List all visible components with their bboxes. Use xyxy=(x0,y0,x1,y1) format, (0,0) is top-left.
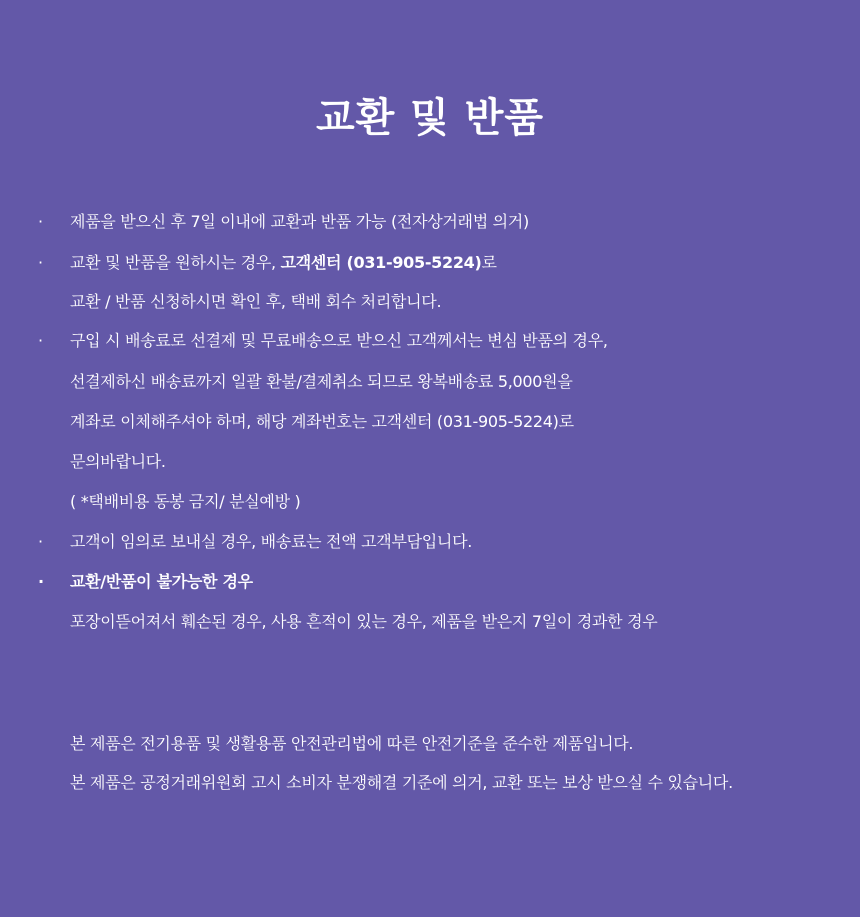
policy-line-6: 계좌로 이체해주셔야 하며, 해당 계좌번호는 고객센터 (031-905-5224)로 xyxy=(70,412,574,431)
non-returnable-heading: 교환/반품이 불가능한 경우 xyxy=(70,572,253,591)
policy-line-3: 교환 / 반품 신청하시면 확인 후, 택배 회수 처리합니다. xyxy=(70,292,442,311)
policy-line-2-suffix: 로 xyxy=(481,253,497,272)
policy-line-11: 포장이뜯어져서 훼손된 경우, 사용 흔적이 있는 경우, 제품을 받은지 7일이 경과한 경우 xyxy=(70,612,658,631)
bullet-marker: · xyxy=(38,572,45,591)
customer-center-phone: 고객센터 (031-905-5224) xyxy=(280,253,482,272)
policy-line-7: 문의바랍니다. xyxy=(70,452,166,471)
policy-line-5: 선결제하신 배송료까지 일괄 환불/결제취소 되므로 왕복배송료 5,000원을 xyxy=(70,372,573,391)
consumer-note: 본 제품은 공정거래위원회 고시 소비자 분쟁해결 기준에 의거, 교환 또는 보상 받으실 수 있습니다. xyxy=(70,773,733,792)
bullet-marker: · xyxy=(38,532,44,551)
bullet-marker: · xyxy=(38,331,44,350)
bullet-marker: · xyxy=(38,253,44,272)
policy-line-1: 제품을 받으신 후 7일 이내에 교환과 반품 가능 (전자상거래법 의거) xyxy=(70,212,529,231)
policy-line-8: ( *택배비용 동봉 금지/ 분실예방 ) xyxy=(70,492,301,511)
policy-line-9: 고객이 임의로 보내실 경우, 배송료는 전액 고객부담입니다. xyxy=(70,532,473,551)
policy-line-2-text: 교환 및 반품을 원하시는 경우, xyxy=(70,253,281,272)
policy-line-4: 구입 시 배송료로 선결제 및 무료배송으로 받으신 고객께서는 변심 반품의 경우, xyxy=(70,331,608,350)
bullet-marker: · xyxy=(38,212,44,231)
page-title: 교환 및 반품 xyxy=(315,95,545,141)
safety-note: 본 제품은 전기용품 및 생활용품 안전관리법에 따른 안전기준을 준수한 제품입니다. xyxy=(70,734,634,753)
policy-line-2 xyxy=(70,253,497,273)
